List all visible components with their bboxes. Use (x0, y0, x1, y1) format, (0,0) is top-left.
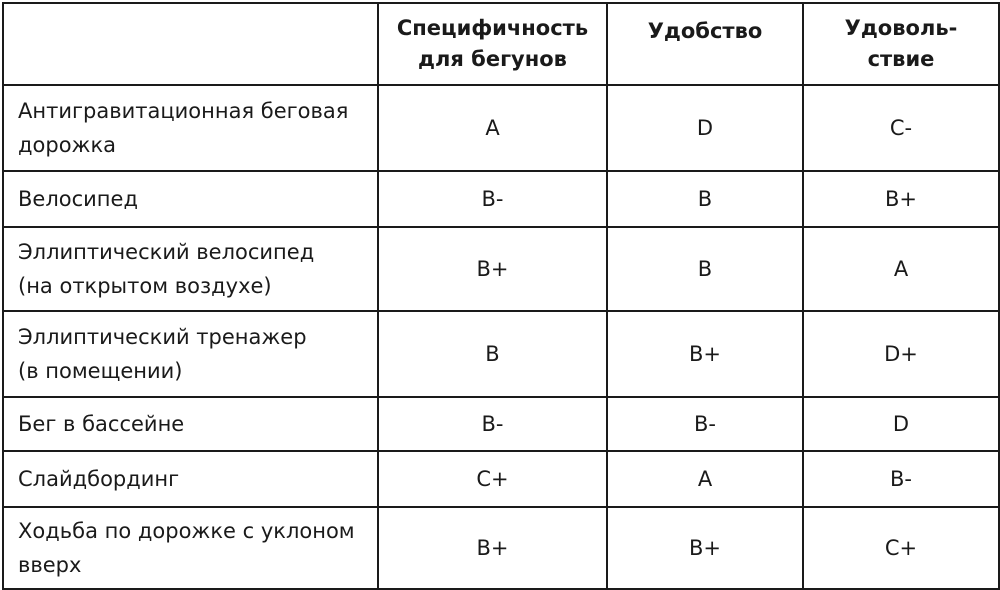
grade-specificity: B- (378, 397, 607, 451)
header-convenience: Удобство (607, 3, 803, 85)
grade-convenience: B- (607, 397, 803, 451)
grade-convenience: A (607, 451, 803, 507)
grade-specificity: B+ (378, 227, 607, 311)
row-name: Эллиптический тренажер (в помещении) (3, 311, 378, 397)
table-row (3, 311, 999, 397)
row-name: Велосипед (3, 171, 378, 227)
grade-specificity: B+ (378, 507, 607, 589)
table-row (3, 171, 999, 227)
grade-enjoyment: A (803, 227, 999, 311)
table-row (3, 451, 999, 507)
comparison-table (2, 2, 1000, 590)
row-name: Слайдбординг (3, 451, 378, 507)
grade-enjoyment: D+ (803, 311, 999, 397)
row-name: Антигравитационная беговая дорожка (3, 85, 378, 171)
grade-convenience: D (607, 85, 803, 171)
grade-enjoyment: B- (803, 451, 999, 507)
row-name: Эллиптический велосипед (на открытом воздухе) (3, 227, 378, 311)
grade-specificity: C+ (378, 451, 607, 507)
table-row (3, 85, 999, 171)
header-row (3, 3, 999, 85)
grade-convenience: B (607, 171, 803, 227)
grade-convenience: B (607, 227, 803, 311)
header-enjoyment: Удоволь- ствие (803, 3, 999, 85)
table-row (3, 397, 999, 451)
header-empty-cell (3, 3, 378, 85)
grade-specificity: B- (378, 171, 607, 227)
header-specificity: Специфичность для бегунов (378, 3, 607, 85)
grade-specificity: A (378, 85, 607, 171)
table-row (3, 507, 999, 589)
grade-enjoyment: C- (803, 85, 999, 171)
grade-enjoyment: B+ (803, 171, 999, 227)
grade-enjoyment: D (803, 397, 999, 451)
grade-enjoyment: C+ (803, 507, 999, 589)
grade-specificity: B (378, 311, 607, 397)
table-row (3, 227, 999, 311)
grade-convenience: B+ (607, 507, 803, 589)
row-name: Ходьба по дорожке с уклоном вверх (3, 507, 378, 589)
row-name: Бег в бассейне (3, 397, 378, 451)
grade-convenience: B+ (607, 311, 803, 397)
